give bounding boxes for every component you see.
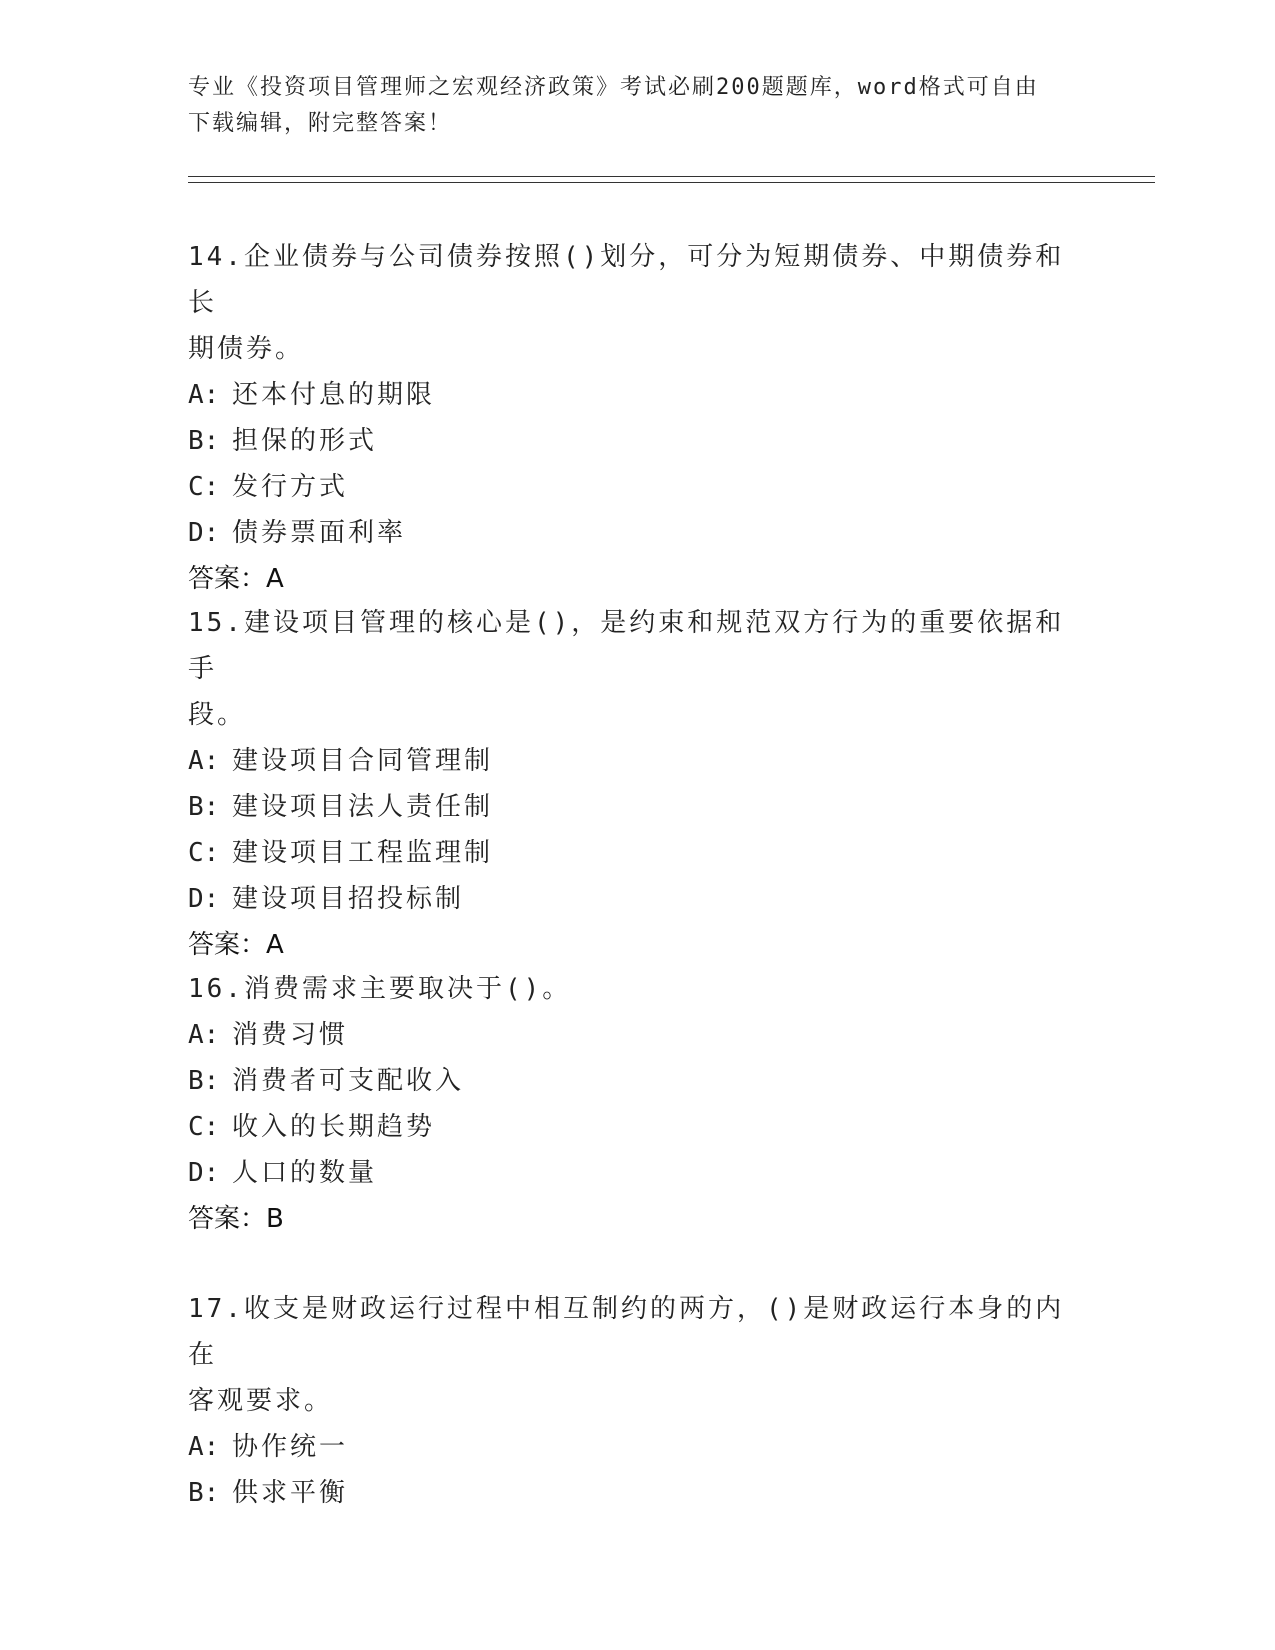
option-key: C:	[188, 472, 220, 502]
option-text: 消费者可支配收入	[232, 1066, 465, 1096]
option-key: D:	[188, 884, 220, 914]
option-d	[188, 1150, 1088, 1196]
option-key: A:	[188, 380, 220, 410]
answer-line: 答案：A	[188, 930, 284, 960]
option-key: B:	[188, 1066, 220, 1096]
option-key: B:	[188, 792, 220, 822]
option-c	[188, 830, 1088, 876]
option-key: D:	[188, 518, 220, 548]
question-15	[188, 600, 1088, 968]
option-a	[188, 738, 1088, 784]
option-b	[188, 418, 1088, 464]
option-text: 供求平衡	[232, 1478, 349, 1508]
option-key: B:	[188, 426, 220, 456]
option-key: B:	[188, 1478, 220, 1508]
document-header	[188, 70, 1088, 142]
question-14	[188, 234, 1088, 602]
option-c	[188, 464, 1088, 510]
question-stem-line: 期债券。	[188, 334, 305, 364]
option-d	[188, 510, 1088, 556]
question-stem-line: 16.消费需求主要取决于()。	[188, 974, 572, 1004]
option-text: 消费习惯	[232, 1020, 349, 1050]
question-17	[188, 1286, 1088, 1516]
question-16	[188, 966, 1088, 1242]
option-text: 建设项目法人责任制	[232, 792, 494, 822]
option-text: 债券票面利率	[232, 518, 407, 548]
option-key: C:	[188, 1112, 220, 1142]
option-text: 还本付息的期限	[232, 380, 436, 410]
option-text: 建设项目招投标制	[232, 884, 465, 914]
header-divider-top	[188, 176, 1155, 177]
option-a	[188, 1012, 1088, 1058]
option-a	[188, 372, 1088, 418]
question-stem-line: 17.收支是财政运行过程中相互制约的两方，()是财政运行本身的内在	[188, 1294, 1065, 1370]
question-stem-line: 客观要求。	[188, 1386, 334, 1416]
answer-line: 答案：B	[188, 1204, 284, 1234]
question-stem-line: 14.企业债券与公司债券按照()划分，可分为短期债券、中期债券和长	[188, 242, 1065, 318]
header-line-2: 下载编辑，附完整答案！	[188, 111, 453, 136]
header-divider-bottom	[188, 182, 1155, 183]
option-d	[188, 876, 1088, 922]
option-a	[188, 1424, 1088, 1470]
option-text: 协作统一	[232, 1432, 349, 1462]
option-key: A:	[188, 746, 220, 776]
option-key: A:	[188, 1020, 220, 1050]
option-text: 建设项目合同管理制	[232, 746, 494, 776]
option-text: 担保的形式	[232, 426, 378, 456]
option-b	[188, 1058, 1088, 1104]
option-key: D:	[188, 1158, 220, 1188]
option-text: 收入的长期趋势	[232, 1112, 436, 1142]
option-b	[188, 1470, 1088, 1516]
option-b	[188, 784, 1088, 830]
question-stem-line: 15.建设项目管理的核心是()，是约束和规范双方行为的重要依据和手	[188, 608, 1065, 684]
answer-line: 答案：A	[188, 564, 284, 594]
header-line-1: 专业《投资项目管理师之宏观经济政策》考试必刷200题题库，word格式可自由	[188, 75, 1039, 100]
option-text: 人口的数量	[232, 1158, 378, 1188]
question-stem-line: 段。	[188, 700, 247, 730]
option-c	[188, 1104, 1088, 1150]
option-key: A:	[188, 1432, 220, 1462]
option-key: C:	[188, 838, 220, 868]
option-text: 发行方式	[232, 472, 349, 502]
option-text: 建设项目工程监理制	[232, 838, 494, 868]
